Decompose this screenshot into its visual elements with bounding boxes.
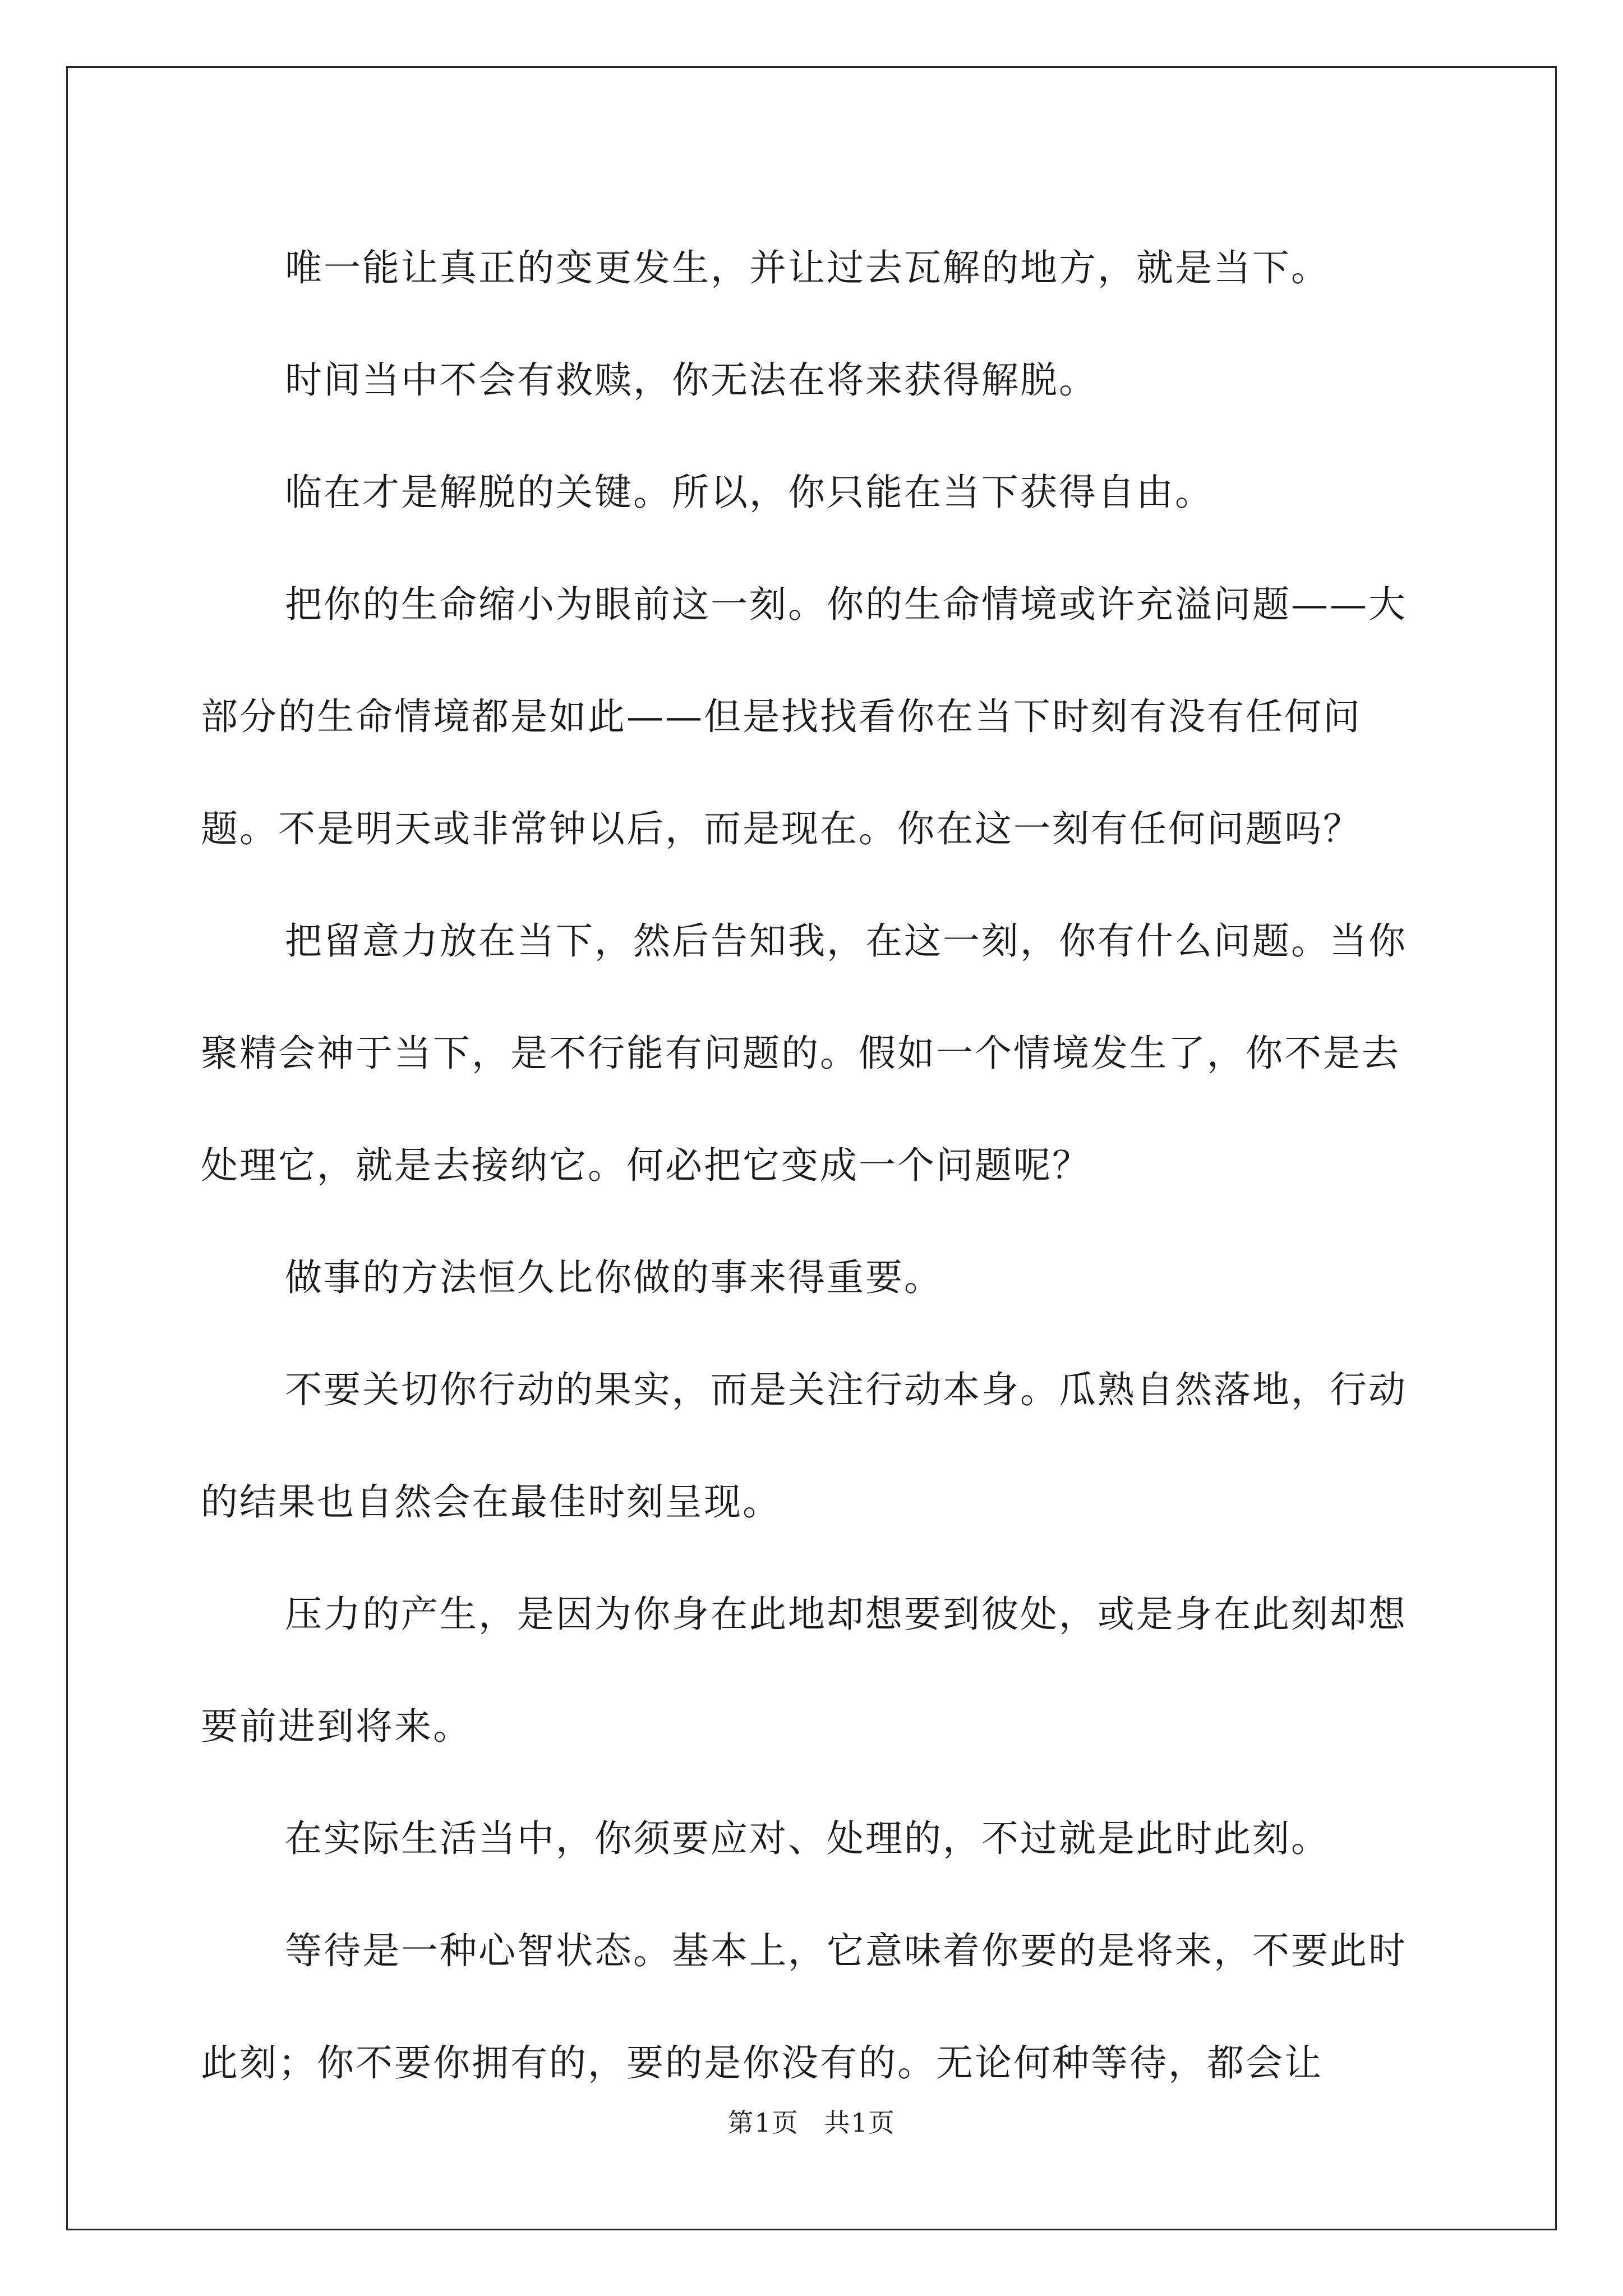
paragraph-2: 时间当中不会有救赎，你无法在将来获得解脱。 [285, 358, 1098, 402]
paragraph-1: 唯一能让真正的变更发生，并让过去瓦解的地方，就是当下。 [285, 246, 1330, 289]
paragraph-4: 把你的生命缩小为眼前这一刻。你的生命情境或许充溢问题——大部分的生命情境都是如此——但是找找看你在当下时刻有没有任何问题。不是明天或非常钟以后，而是现在。你在这一刻有任何问题吗？ [201, 583, 1407, 850]
paragraph-8: 压力的产生，是因为你身在此地却想要到彼处，或是身在此刻却想要前进到将来。 [201, 1593, 1407, 1748]
paragraph-10: 等待是一种心智状态。基本上，它意味着你要的是将来，不要此时此刻；你不要你拥有的，要的是你没有的。无论何种等待，都会让 [201, 1929, 1407, 2085]
paragraph-7: 不要关切你行动的果实，而是关注行动本身。瓜熟自然落地，行动的结果也自然会在最佳时刻呈现。 [201, 1368, 1407, 1524]
page-number: 第1页 [727, 2108, 799, 2138]
paragraph-3: 临在才是解脱的关键。所以，你只能在当下获得自由。 [285, 471, 1214, 514]
paragraph-6: 做事的方法恒久比你做的事来得重要。 [285, 1256, 943, 1299]
document-body [201, 212, 1435, 2119]
page-footer [0, 2102, 1623, 2139]
paragraph-5: 把留意力放在当下，然后告知我，在这一刻，你有什么问题。当你聚精会神于当下，是不行能有问题的。假如一个情境发生了，你不是去处理它，就是去接纳它。何必把它变成一个问题呢？ [201, 919, 1407, 1187]
page-total: 共1页 [824, 2108, 896, 2138]
paragraph-9: 在实际生活当中，你须要应对、处理的，不过就是此时此刻。 [285, 1817, 1330, 1860]
